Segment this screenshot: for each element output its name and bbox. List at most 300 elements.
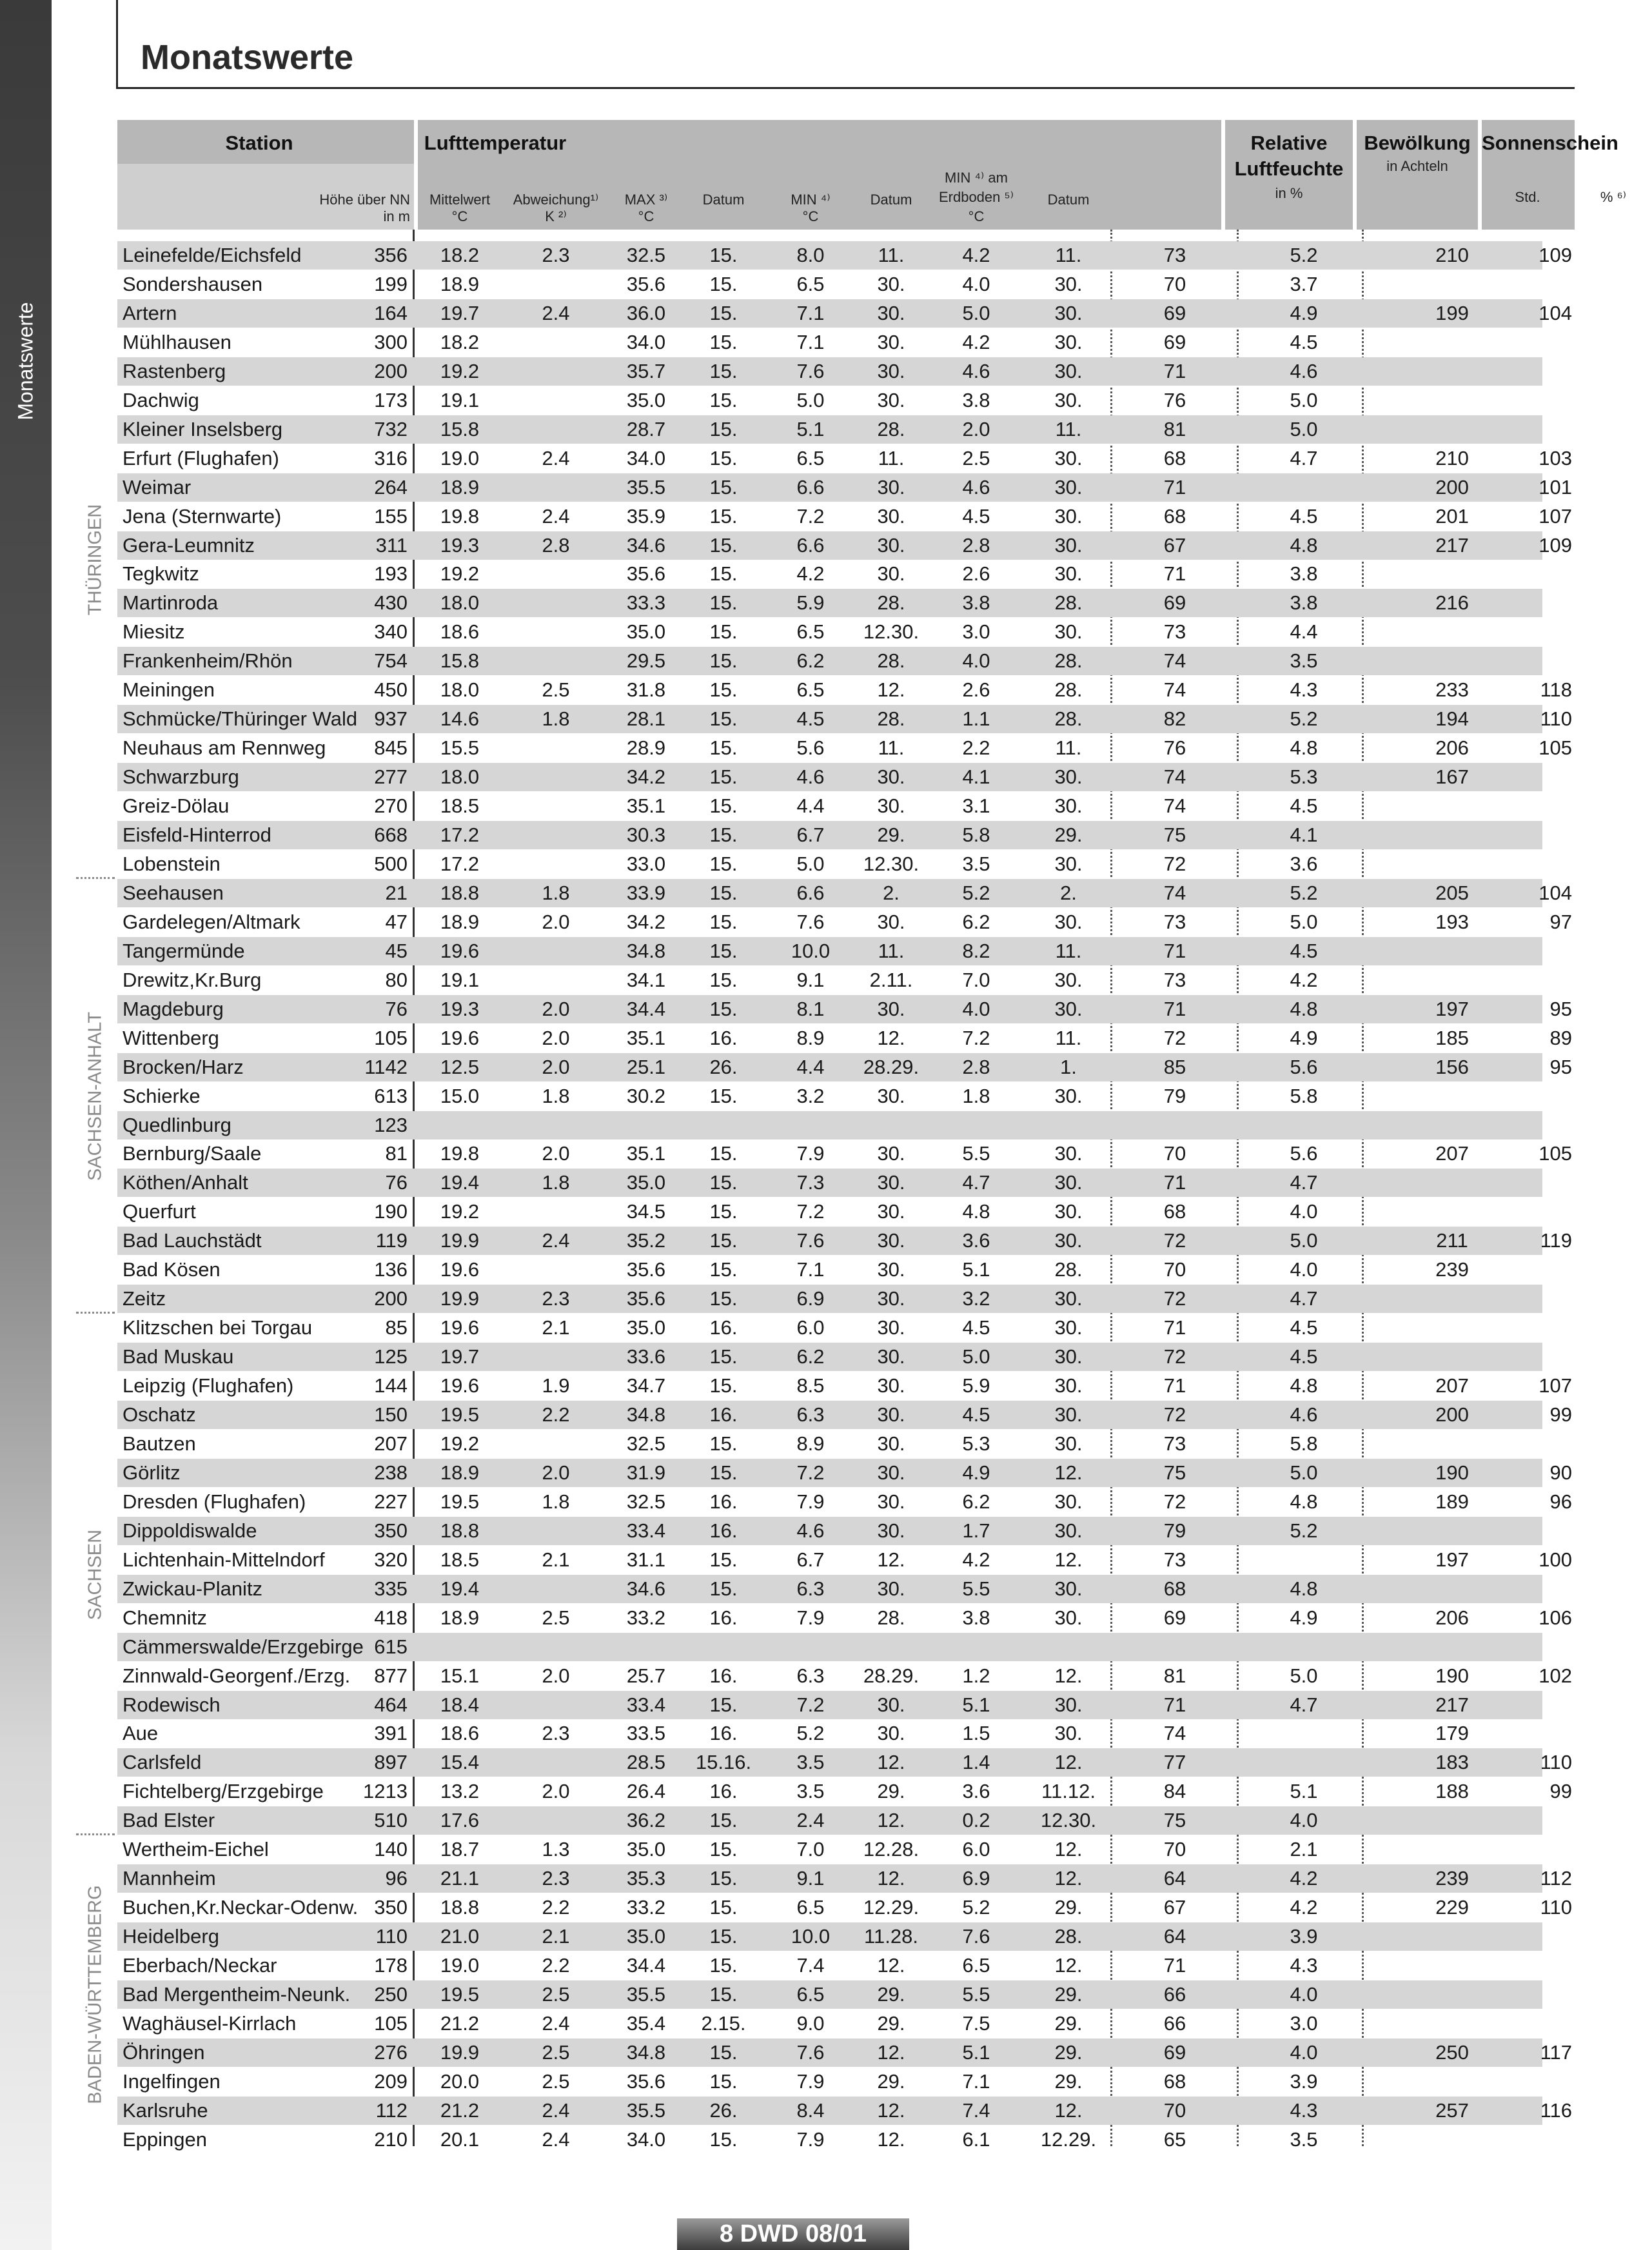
sonne-pct-value — [1495, 937, 1572, 965]
sonne-pct-value — [1495, 1691, 1572, 1719]
minb-value: 5.0 — [962, 1345, 990, 1368]
sonne-std-value: 210 — [1435, 446, 1469, 469]
min-value: 5.1 — [796, 417, 825, 440]
min-value: 8.4 — [796, 2098, 825, 2122]
state-separator — [76, 1312, 115, 1314]
abweichung-value: 2.5 — [542, 1983, 570, 2006]
max-value: 33.2 — [626, 1606, 666, 1629]
min-value: 6.7 — [796, 1548, 825, 1571]
bewoelkung-value: 4.6 — [1290, 1403, 1318, 1426]
bewoelkung-value: 4.7 — [1290, 1287, 1318, 1310]
sonne-std-value — [1407, 1835, 1497, 1864]
sonne-pct-value — [1495, 1835, 1572, 1864]
max-datum: 15. — [709, 591, 738, 615]
max-value — [607, 1111, 685, 1140]
feuchte-value: 71 — [1163, 997, 1186, 1020]
min-value: 9.1 — [796, 968, 825, 991]
sonne-std-value: 233 — [1435, 678, 1469, 702]
table-row — [117, 299, 1572, 328]
table-row — [117, 705, 1572, 733]
sonne-pct-value — [1495, 618, 1572, 646]
minb-datum: 30. — [1054, 330, 1083, 353]
bewoelkung-value: 4.7 — [1290, 1171, 1318, 1194]
sonne-std-value — [1407, 1951, 1497, 1980]
hoehe-value: 45 — [385, 939, 408, 962]
feuchte-value: 68 — [1163, 1200, 1186, 1223]
station-name: Zinnwald-Georgenf./Erzg. — [123, 1664, 351, 1687]
max-value — [607, 1633, 685, 1661]
min-value: 6.6 — [796, 533, 825, 557]
feuchte-value: 85 — [1163, 1055, 1186, 1078]
state-label: SACHSEN — [84, 1529, 106, 1620]
feuchte-value: 73 — [1163, 1432, 1186, 1455]
max-value: 35.5 — [626, 1983, 666, 2006]
minb-datum: 12.29. — [1040, 2127, 1097, 2151]
min-datum: 30. — [877, 1142, 905, 1165]
sonne-pct-value: 110 — [1540, 1896, 1572, 1919]
hoehe-value: 613 — [374, 1084, 408, 1107]
station-name: Bad Muskau — [123, 1345, 234, 1368]
minb-value: 3.2 — [962, 1287, 990, 1310]
max-datum: 15. — [709, 1374, 738, 1397]
sonne-pct-value — [1495, 2067, 1572, 2096]
minb-value: 1.7 — [962, 1519, 990, 1542]
min-value: 7.9 — [796, 1142, 825, 1165]
mittel-value: 21.0 — [440, 1925, 480, 1948]
minb-datum: 12.30. — [1040, 1809, 1097, 1832]
page-title: Monatswerte — [141, 38, 354, 77]
min-value: 10.0 — [791, 939, 831, 962]
feuchte-value: 69 — [1163, 301, 1186, 324]
hoehe-value: 335 — [374, 1577, 408, 1600]
minb-datum: 29. — [1054, 2040, 1083, 2064]
min-value: 7.6 — [796, 2040, 825, 2064]
min-datum: 30. — [877, 1722, 905, 1745]
mittel-value: 19.3 — [440, 997, 480, 1020]
bewoelkung-value: 4.8 — [1290, 533, 1318, 557]
table-row — [117, 2038, 1572, 2067]
minb-datum: 1. — [1060, 1055, 1077, 1078]
minb-value: 6.0 — [962, 1838, 990, 1861]
min-datum: 30. — [877, 272, 905, 295]
feuchte-value: 73 — [1163, 244, 1186, 266]
minb-datum: 30. — [1054, 1084, 1083, 1107]
table-row — [117, 1633, 1542, 1661]
bewoelkung-value: 5.2 — [1290, 1519, 1318, 1542]
table-row — [117, 1980, 1542, 2009]
station-name: Tangermünde — [123, 939, 245, 962]
header-min-2: °C — [802, 208, 819, 224]
station-name: Gardelegen/Altmark — [123, 910, 300, 933]
sonne-std-value: 200 — [1435, 475, 1469, 498]
station-name: Eppingen — [123, 2127, 208, 2151]
hoehe-value: 732 — [374, 417, 408, 440]
sonne-pct-value: 107 — [1539, 504, 1572, 528]
station-name: Rodewisch — [123, 1693, 221, 1716]
hoehe-value: 391 — [374, 1722, 408, 1745]
max-value: 34.4 — [626, 997, 666, 1020]
max-value: 35.0 — [626, 388, 666, 411]
hoehe-value: 464 — [374, 1693, 408, 1716]
min-value: 7.2 — [796, 504, 825, 528]
bewoelkung-value: 5.0 — [1290, 1461, 1318, 1484]
min-value: 4.4 — [796, 1055, 825, 1078]
feuchte-value: 67 — [1163, 533, 1186, 557]
min-datum: 30. — [877, 475, 905, 498]
abweichung-value: 2.2 — [542, 1954, 570, 1977]
sonne-pct-value: 105 — [1539, 736, 1572, 760]
max-datum: 15. — [709, 1577, 738, 1600]
hoehe-value: 150 — [374, 1403, 408, 1426]
hoehe-value: 200 — [374, 359, 408, 382]
feuchte-value: 72 — [1163, 1403, 1186, 1426]
sonne-std-value — [1407, 1343, 1497, 1371]
min-datum: 12. — [877, 1809, 905, 1832]
abweichung-value — [504, 937, 607, 965]
hoehe-value: 80 — [385, 968, 408, 991]
bewoelkung-value: 4.0 — [1290, 1983, 1318, 2006]
max-value: 34.5 — [626, 1200, 666, 1223]
table-row — [117, 1748, 1572, 1777]
feuchte-value: 82 — [1163, 707, 1186, 731]
feuchte-value: 72 — [1163, 852, 1186, 875]
header-min-1: MIN ⁴⁾ — [791, 192, 831, 208]
max-value: 29.5 — [626, 649, 666, 673]
feuchte-value: 69 — [1163, 330, 1186, 353]
hoehe-value: 190 — [374, 1200, 408, 1223]
abweichung-value — [504, 850, 607, 878]
min-value: 7.1 — [796, 301, 825, 324]
min-datum: 12.29. — [863, 1896, 919, 1919]
sonne-pct-value: 118 — [1540, 678, 1572, 702]
bewoelkung-value: 4.5 — [1290, 1345, 1318, 1368]
minb-value: 3.0 — [962, 620, 990, 644]
mittel-value: 19.4 — [440, 1577, 480, 1600]
minb-datum: 29. — [1054, 824, 1083, 846]
table-row — [117, 1227, 1572, 1255]
sonne-std-value: 179 — [1435, 1722, 1469, 1745]
max-datum: 15. — [709, 1809, 738, 1832]
max-datum: 15. — [709, 1867, 738, 1890]
sonne-pct-value — [1495, 1806, 1572, 1835]
feuchte-value: 74 — [1163, 794, 1186, 818]
hoehe-value: 1142 — [364, 1055, 408, 1078]
mittel-value: 19.1 — [440, 968, 480, 991]
bewoelkung-value: 5.8 — [1290, 1432, 1318, 1455]
station-name: Sondershausen — [123, 272, 263, 295]
station-name: Drewitz,Kr.Burg — [123, 968, 262, 991]
feuchte-value: 73 — [1163, 968, 1186, 991]
max-value: 34.7 — [626, 1374, 666, 1397]
sonne-std-value — [1407, 357, 1497, 386]
station-name: Lobenstein — [123, 852, 221, 875]
abweichung-value — [504, 792, 607, 820]
station-name: Cämmerswalde/Erzgebirge — [123, 1635, 364, 1658]
minb-datum: 30. — [1054, 910, 1083, 933]
hoehe-value: 300 — [374, 330, 408, 353]
minb-datum: 12. — [1054, 1867, 1083, 1890]
min-datum: 30. — [877, 1374, 905, 1397]
abweichung-value — [504, 386, 607, 415]
min-datum — [852, 1111, 930, 1140]
bewoelkung-value: 3.6 — [1290, 852, 1318, 875]
station-name: Quedlinburg — [123, 1113, 231, 1136]
minb-value: 7.6 — [962, 1925, 990, 1948]
header-rel-feuchte-2: Luftfeuchte — [1234, 157, 1344, 180]
max-datum: 15. — [709, 1693, 738, 1716]
table-row — [117, 1719, 1542, 1748]
max-datum: 15. — [709, 1200, 738, 1223]
bewoelkung-value: 4.8 — [1290, 997, 1318, 1020]
minb-datum: 30. — [1054, 1519, 1083, 1542]
table-row — [117, 676, 1572, 704]
max-datum: 15. — [709, 939, 738, 962]
minb-value: 4.6 — [962, 475, 990, 498]
table-row — [117, 763, 1542, 791]
sonne-pct-value: 99 — [1549, 1403, 1572, 1426]
min-value: 4.6 — [796, 1519, 825, 1542]
abweichung-value: 1.9 — [542, 1374, 570, 1397]
state-separator — [76, 1833, 115, 1835]
minb-datum: 11. — [1055, 939, 1082, 962]
sonne-pct-value — [1495, 1633, 1572, 1661]
header-station: Station — [225, 132, 293, 154]
min-value: 7.9 — [796, 1490, 825, 1513]
page-footer: 8 DWD 08/01 — [677, 2218, 909, 2250]
hoehe-value: 500 — [374, 852, 408, 875]
max-value: 35.0 — [626, 620, 666, 644]
minb-datum: 29. — [1054, 1896, 1083, 1919]
max-value: 36.0 — [626, 301, 666, 324]
min-value: 7.6 — [796, 1229, 825, 1252]
sonne-pct-value: 106 — [1539, 1606, 1572, 1629]
feuchte-value: 71 — [1163, 359, 1186, 382]
bewoelkung-value: 4.5 — [1290, 330, 1318, 353]
hoehe-value: 270 — [374, 794, 408, 818]
min-datum: 12. — [877, 1954, 905, 1977]
sonne-pct-value — [1495, 1343, 1572, 1371]
minb-value: 4.2 — [962, 330, 990, 353]
abweichung-value: 2.3 — [542, 1287, 570, 1310]
hoehe-value: 1213 — [363, 1780, 408, 1803]
bewoelkung-value: 5.6 — [1290, 1142, 1318, 1165]
station-name: Weimar — [123, 475, 192, 498]
min-datum: 30. — [877, 1200, 905, 1223]
bewoelkung-value: 4.3 — [1290, 678, 1318, 702]
max-datum: 15. — [709, 272, 738, 295]
min-value: 6.3 — [796, 1577, 825, 1600]
sonne-pct-value: 103 — [1539, 446, 1572, 469]
hoehe-value: 937 — [374, 707, 408, 731]
max-value: 35.6 — [626, 272, 666, 295]
min-datum: 12. — [877, 1548, 905, 1571]
table-row — [117, 2067, 1542, 2096]
header-minb-3: °C — [968, 208, 985, 224]
minb-value: 2.5 — [962, 446, 990, 469]
max-value: 35.6 — [626, 1287, 666, 1310]
minb-datum: 30. — [1054, 765, 1083, 789]
station-name: Tegkwitz — [123, 562, 199, 586]
sonne-std-value: 257 — [1435, 2098, 1469, 2122]
mittel-value: 18.0 — [440, 591, 480, 615]
max-value: 35.3 — [626, 1867, 666, 1890]
minb-value: 1.1 — [962, 707, 990, 731]
hoehe-value: 264 — [374, 475, 408, 498]
minb-value: 5.1 — [962, 1693, 990, 1716]
table-row — [117, 502, 1572, 531]
minb-datum: 30. — [1054, 1722, 1083, 1745]
table-row — [117, 589, 1542, 617]
min-value: 4.4 — [796, 794, 825, 818]
feuchte-value: 71 — [1163, 1374, 1186, 1397]
bewoelkung-value: 4.5 — [1290, 794, 1318, 818]
table-row — [117, 821, 1542, 849]
sonne-pct-value: 95 — [1549, 997, 1572, 1020]
sonne-pct-value: 109 — [1539, 533, 1572, 557]
hoehe-value: 155 — [374, 504, 408, 528]
min-datum: 12. — [877, 2098, 905, 2122]
minb-value: 8.2 — [962, 939, 990, 962]
max-value: 34.0 — [626, 446, 666, 469]
feuchte-value: 68 — [1163, 2069, 1186, 2093]
minb-value: 4.8 — [962, 1200, 990, 1223]
sonne-std-value: 190 — [1435, 1461, 1469, 1484]
minb-value: 4.0 — [962, 272, 990, 295]
header-pct: % ⁶⁾ — [1600, 189, 1627, 205]
sonne-pct-value: 96 — [1549, 1490, 1572, 1513]
feuchte-value: 67 — [1163, 1896, 1186, 1919]
min-datum: 28. — [877, 649, 905, 673]
bewoelkung-value: 4.1 — [1290, 824, 1318, 846]
max-value: 25.1 — [626, 1055, 666, 1078]
minb-datum: 28. — [1054, 649, 1083, 673]
sonne-std-value — [1407, 386, 1497, 415]
minb-datum: 30. — [1054, 1606, 1083, 1629]
minb-datum: 12. — [1054, 1838, 1083, 1861]
sonne-std-value: 197 — [1435, 1548, 1469, 1571]
mittel-value: 18.0 — [440, 678, 480, 702]
min-value: 9.0 — [796, 2011, 825, 2035]
sonne-std-value — [1407, 1430, 1497, 1458]
bewoelkung-value: 5.0 — [1290, 1664, 1318, 1687]
station-name: Eberbach/Neckar — [123, 1954, 277, 1977]
mittel-value: 15.5 — [440, 736, 480, 760]
bewoelkung-value: 5.2 — [1290, 707, 1318, 731]
abweichung-value: 1.3 — [542, 1838, 570, 1861]
sonne-pct-value — [1495, 1922, 1572, 1951]
mittel-value: 19.0 — [440, 1954, 480, 1977]
max-datum: 15. — [709, 1142, 738, 1165]
hoehe-value: 47 — [385, 910, 408, 933]
abweichung-value — [504, 473, 607, 502]
min-value — [769, 1111, 852, 1140]
mittel-value: 19.6 — [440, 1316, 480, 1339]
abweichung-value: 1.8 — [542, 1084, 570, 1107]
min-datum: 30. — [877, 1229, 905, 1252]
sonne-pct-value — [1495, 386, 1572, 415]
min-value: 5.9 — [796, 591, 825, 615]
minb-value: 3.1 — [962, 794, 990, 818]
minb-datum: 11. — [1055, 417, 1082, 440]
sonne-std-value — [1407, 1575, 1497, 1603]
mittel-value: 19.4 — [440, 1171, 480, 1194]
station-name: Bad Lauchstädt — [123, 1229, 262, 1252]
minb-value: 4.5 — [962, 1316, 990, 1339]
table-row — [117, 473, 1572, 502]
mittel-value: 18.8 — [440, 1896, 480, 1919]
min-value: 5.2 — [796, 1722, 825, 1745]
max-datum: 16. — [709, 1026, 738, 1049]
hoehe-value: 112 — [375, 2098, 408, 2122]
hoehe-value: 350 — [374, 1519, 408, 1542]
bewoelkung-value: 4.2 — [1290, 1867, 1318, 1890]
max-value: 25.7 — [626, 1664, 666, 1687]
header-hoehe-1: Höhe über NN — [319, 192, 410, 208]
abweichung-value: 2.4 — [542, 504, 570, 528]
sonne-pct-value — [1495, 1111, 1572, 1140]
feuchte-value: 68 — [1163, 1577, 1186, 1600]
station-name: Aue — [123, 1722, 159, 1745]
min-value: 7.3 — [796, 1171, 825, 1194]
minb-value: 3.8 — [962, 1606, 990, 1629]
feuchte-value: 66 — [1163, 1983, 1186, 2006]
sonne-std-value — [1407, 618, 1497, 646]
sonne-pct-value — [1495, 850, 1572, 878]
feuchte-value: 65 — [1163, 2127, 1186, 2151]
max-datum: 15. — [709, 736, 738, 760]
feuchte-value: 71 — [1163, 475, 1186, 498]
table-row — [117, 850, 1542, 878]
minb-value: 6.2 — [962, 1490, 990, 1513]
sonne-pct-value: 110 — [1540, 1751, 1572, 1774]
mittel-value: 19.0 — [440, 446, 480, 469]
min-datum: 30. — [877, 1287, 905, 1310]
max-datum: 15. — [709, 1838, 738, 1861]
sonne-std-value: 200 — [1435, 1403, 1469, 1426]
min-value: 9.1 — [796, 1867, 825, 1890]
sonne-pct-value — [1495, 763, 1572, 791]
minb-datum: 30. — [1054, 794, 1083, 818]
min-value: 5.0 — [796, 388, 825, 411]
min-value: 8.1 — [796, 997, 825, 1020]
minb-datum: 30. — [1054, 446, 1083, 469]
feuchte-value: 76 — [1163, 388, 1186, 411]
table-row — [117, 1546, 1572, 1574]
header-datum-min: Datum — [870, 192, 912, 208]
hoehe-value: 356 — [374, 244, 408, 266]
mittel-value: 21.2 — [440, 2011, 480, 2035]
header-max-2: °C — [638, 208, 654, 224]
min-datum: 29. — [877, 2011, 905, 2035]
mittel-value: 17.6 — [440, 1809, 480, 1832]
sonne-std-value: 185 — [1435, 1026, 1469, 1049]
hoehe-value: 85 — [385, 1316, 408, 1339]
abweichung-value — [504, 415, 607, 444]
bewoelkung-value — [1239, 1719, 1368, 1748]
max-value: 35.0 — [626, 1925, 666, 1948]
feuchte-value: 79 — [1163, 1519, 1186, 1542]
max-value: 35.1 — [626, 1026, 666, 1049]
abweichung-value: 2.0 — [542, 997, 570, 1020]
hoehe-value: 238 — [374, 1461, 408, 1484]
min-value: 6.6 — [796, 475, 825, 498]
abweichung-value: 2.0 — [542, 910, 570, 933]
mittel-value: 19.1 — [440, 388, 480, 411]
table-row — [117, 647, 1542, 675]
min-datum: 11. — [878, 736, 905, 760]
minb-value: 6.2 — [962, 910, 990, 933]
table-row — [117, 1488, 1572, 1516]
